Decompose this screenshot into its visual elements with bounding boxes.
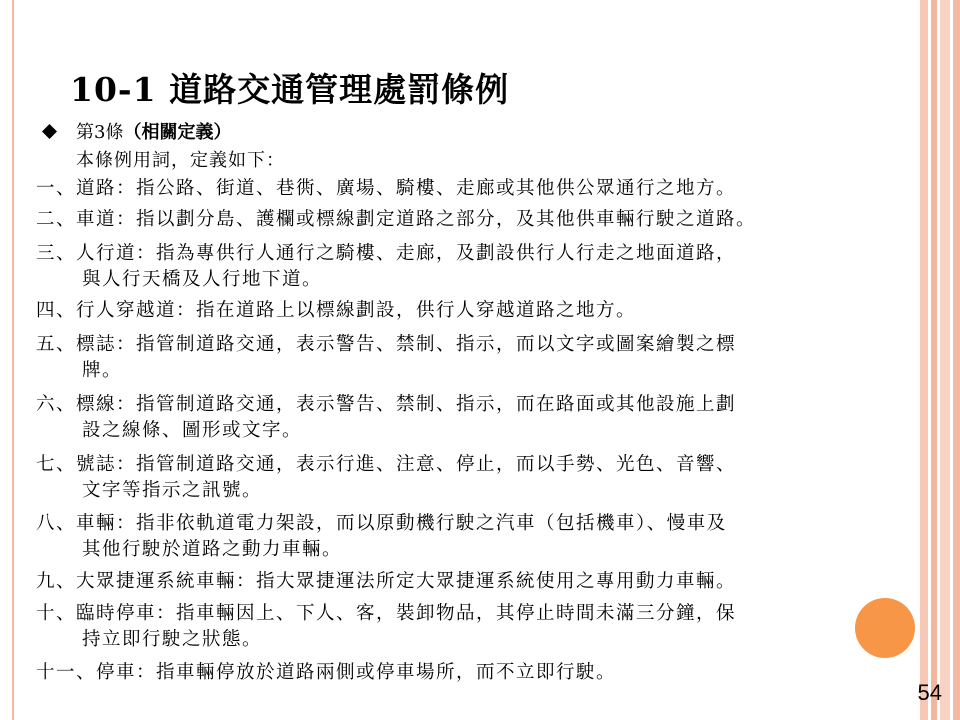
definition-line: 八、車輛：指非依軌道電力架設，而以原動機行駛之汽車（包括機車）、慢車及 (36, 513, 727, 534)
definition-line: 十、臨時停車：指車輛因上、下人、客，裝卸物品，其停止時間未滿三分鐘，保 (36, 603, 737, 624)
definition-item (36, 392, 736, 444)
definition-item (36, 176, 736, 202)
definition-line: 二、車道：指以劃分島、護欄或標線劃定道路之部分，及其他供車輛行駛之道路。 (36, 209, 757, 230)
definition-item (36, 298, 636, 324)
definition-continuation: 文字等指示之訊號。 (82, 480, 263, 501)
definition-continuation: 牌。 (82, 360, 123, 381)
definition-line: 三、人行道：指為專供行人通行之騎樓、走廊，及劃設供行人行走之地面道路， (36, 243, 737, 264)
page-number: 54 (917, 680, 942, 705)
definition-item (36, 660, 616, 686)
definition-line: 一、道路：指公路、街道、巷衖、廣場、騎樓、走廊或其他供公眾通行之地方。 (36, 178, 737, 199)
slide-title: 10-1 道路交通管理處罰條例 (70, 70, 510, 109)
definition-line: 九、大眾捷運系統車輛：指大眾捷運法所定大眾捷運系統使用之專用動力車輛。 (36, 571, 737, 592)
definition-continuation: 持立即行駛之狀態。 (82, 629, 263, 650)
definition-line: 六、標線：指管制道路交通，表示警告、禁制、指示，而在路面或其他設施上劃 (36, 394, 737, 415)
left-frame-border (0, 0, 14, 720)
intro-text: 本條例用詞，定義如下： (76, 150, 285, 171)
article-subtitle: （相關定義） (123, 122, 232, 143)
definition-item (36, 601, 736, 653)
definition-line: 十一、停車：指車輛停放於道路兩側或停車場所，而不立即行駛。 (36, 662, 617, 683)
definition-continuation: 設之線條、圖形或文字。 (82, 420, 303, 441)
definition-item (36, 511, 727, 563)
right-frame-stripes (920, 0, 960, 720)
definition-item (36, 452, 736, 504)
definition-continuation: 與人行天橋及人行地下道。 (82, 269, 323, 290)
article-number: 第3條 (76, 122, 124, 143)
definition-line: 七、號誌：指管制道路交通，表示行進、注意、停止，而以手勢、光色、音響、 (36, 454, 737, 475)
definition-item (36, 332, 736, 384)
definition-item (36, 569, 736, 595)
definition-continuation: 其他行駛於道路之動力車輛。 (82, 539, 343, 560)
article-heading (76, 118, 231, 144)
decorative-orange-circle (855, 598, 915, 658)
definition-line: 五、標誌：指管制道路交通，表示警告、禁制、指示，而以文字或圖案繪製之標 (36, 334, 737, 355)
definition-line: 四、行人穿越道：指在道路上以標線劃設，供行人穿越道路之地方。 (36, 300, 637, 321)
definition-item (36, 207, 756, 233)
diamond-bullet-icon (42, 124, 57, 139)
definition-item (36, 241, 736, 293)
